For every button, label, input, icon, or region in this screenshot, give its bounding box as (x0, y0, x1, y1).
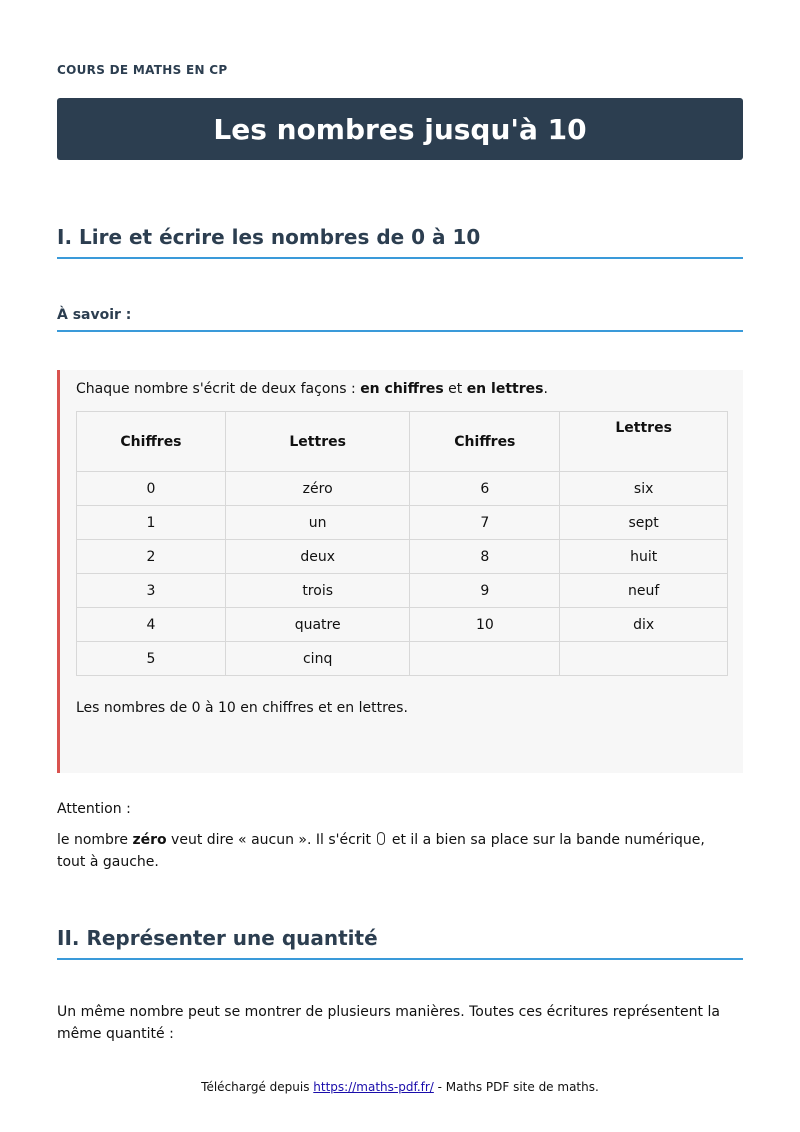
footer-text: Téléchargé depuis (201, 1080, 314, 1094)
table-row (77, 472, 728, 506)
title-banner (57, 98, 743, 160)
quantity-paragraph (57, 1001, 743, 1045)
attention-text: le nombre (57, 832, 133, 848)
intro-text-end: . (543, 381, 548, 397)
table-cell (410, 642, 560, 676)
attention-paragraph (57, 829, 743, 873)
attention-bold-zero: zéro (132, 832, 167, 848)
table-cell: 3 (77, 574, 226, 608)
table-cell: 9 (410, 574, 560, 608)
table-row (77, 506, 728, 540)
table-cell: 8 (410, 540, 560, 574)
intro-bold-letters: en lettres (466, 381, 544, 397)
table-cell: dix (560, 608, 728, 642)
quantity-text-line2: même quantité : (57, 1026, 174, 1042)
zero-digit-icon (377, 832, 385, 845)
table-cell: un (225, 506, 409, 540)
header-lettres: Lettres (225, 412, 409, 472)
table-cell: huit (560, 540, 728, 574)
attention-label: Attention : (57, 801, 131, 817)
table-cell: zéro (225, 472, 409, 506)
footer (0, 1080, 800, 1094)
table-cell: six (560, 472, 728, 506)
section-heading-1: I. Lire et écrire les nombres de 0 à 10 (57, 225, 743, 259)
table-cell: 0 (77, 472, 226, 506)
table-cell: deux (225, 540, 409, 574)
table-cell: sept (560, 506, 728, 540)
numbers-table (76, 411, 728, 676)
table-row (77, 642, 728, 676)
table-cell: 6 (410, 472, 560, 506)
table-row (77, 540, 728, 574)
header-lettres: Lettres (560, 412, 728, 472)
table-header-row (77, 412, 728, 472)
header-chiffres: Chiffres (77, 412, 226, 472)
table-cell: 4 (77, 608, 226, 642)
table-cell: 2 (77, 540, 226, 574)
table-cell: 1 (77, 506, 226, 540)
table-cell: 7 (410, 506, 560, 540)
table-cell: neuf (560, 574, 728, 608)
table-row (77, 608, 728, 642)
page-title: Les nombres jusqu'à 10 (213, 112, 587, 146)
table-cell: quatre (225, 608, 409, 642)
attention-text-end: et il a bien sa place sur la bande numérique, (387, 832, 705, 848)
table-cell (560, 642, 728, 676)
subheading-a-savoir: À savoir : (57, 307, 743, 332)
table-cell: 10 (410, 608, 560, 642)
intro-text: Chaque nombre s'écrit de deux façons : (76, 381, 361, 397)
course-label: COURS DE MATHS EN CP (57, 63, 228, 77)
intro-bold-digits: en chiffres (360, 381, 444, 397)
header-chiffres: Chiffres (410, 412, 560, 472)
table-caption: Les nombres de 0 à 10 en chiffres et en lettres. (76, 700, 408, 716)
table-row (77, 574, 728, 608)
callout-intro (76, 381, 548, 397)
table-cell: cinq (225, 642, 409, 676)
intro-text-mid: et (443, 381, 467, 397)
attention-text-mid: veut dire « aucun ». Il s'écrit (166, 832, 376, 848)
quantity-text-line1: Un même nombre peut se montrer de plusieurs manières. Toutes ces écritures représentent la (57, 1004, 720, 1020)
section-heading-2: II. Représenter une quantité (57, 926, 743, 960)
table-cell: trois (225, 574, 409, 608)
table-cell: 5 (77, 642, 226, 676)
attention-text-line2: tout à gauche. (57, 854, 159, 870)
footer-link[interactable]: https://maths-pdf.fr/ (313, 1080, 434, 1094)
footer-text-end: - Maths PDF site de maths. (433, 1080, 599, 1094)
info-callout (57, 370, 743, 773)
